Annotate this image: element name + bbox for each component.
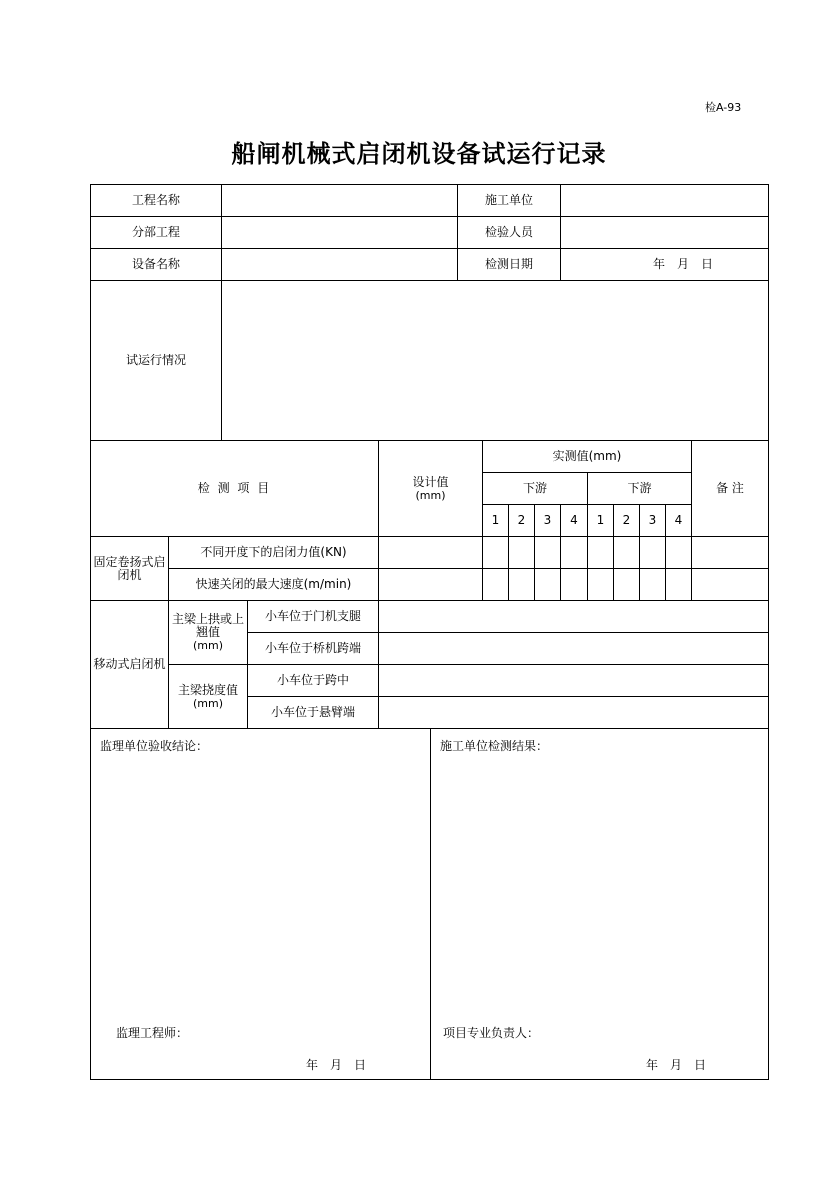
remarks-cell[interactable] [691, 536, 769, 569]
supervisor-conclusion-label: 监理单位验收结论： [100, 739, 209, 753]
deflection-unit: (mm) [192, 696, 223, 710]
measure-col-header: 4 [665, 504, 692, 537]
measure-col-header: 1 [482, 504, 509, 537]
camber-unit: (mm) [192, 639, 223, 652]
measure-cell[interactable] [482, 536, 509, 569]
measure-col-header: 4 [560, 504, 588, 537]
design-value-cell[interactable] [378, 568, 483, 601]
measure-col-header: 2 [613, 504, 640, 537]
design-value-header [378, 440, 483, 537]
camber-label [168, 600, 248, 665]
trial-run-field[interactable] [221, 280, 769, 441]
camber-text: 主梁上拱或上翘值 [171, 612, 244, 639]
value-cell[interactable] [378, 696, 769, 729]
value-cell[interactable] [378, 632, 769, 665]
fixed-row-label: 快速关闭的最大速度(m/min) [168, 568, 379, 601]
measure-cell[interactable] [639, 568, 666, 601]
measure-cell[interactable] [508, 536, 535, 569]
label-construction-unit: 施工单位 [457, 184, 561, 217]
measure-cell[interactable] [482, 568, 509, 601]
measure-col-header: 1 [587, 504, 614, 537]
group1-header: 下游 [482, 472, 588, 505]
remarks-header: 备 注 [691, 440, 769, 537]
fixed-row-label: 不同开度下的启闭力值(KN) [168, 536, 379, 569]
label-sub-project: 分部工程 [90, 216, 222, 249]
item-header: 检 测 项 目 [90, 440, 379, 537]
design-value-label: 设计值 [412, 474, 449, 489]
equipment-name-field[interactable] [221, 248, 458, 281]
supervisor-engineer-label: 监理工程师： [116, 1026, 189, 1040]
label-project-name: 工程名称 [90, 184, 222, 217]
label-equipment-name: 设备名称 [90, 248, 222, 281]
measured-header: 实测值(mm) [482, 440, 692, 473]
value-cell[interactable] [378, 664, 769, 697]
measure-cell[interactable] [613, 536, 640, 569]
measure-cell[interactable] [534, 568, 561, 601]
contractor-date: 年 月 日 [646, 1058, 707, 1072]
contractor-result-label: 施工单位检测结果： [440, 739, 549, 753]
measure-cell[interactable] [508, 568, 535, 601]
remarks-cell[interactable] [691, 568, 769, 601]
measure-cell[interactable] [587, 536, 614, 569]
page-title: 船闸机械式启闭机设备试运行记录 [231, 140, 607, 168]
label-trial-run: 试运行情况 [90, 280, 222, 441]
form-code: 检A-93 [705, 101, 742, 114]
camber-row-label: 小车位于桥机跨端 [247, 632, 379, 665]
measure-cell[interactable] [613, 568, 640, 601]
deflection-row-label: 小车位于悬臂端 [247, 696, 379, 729]
measure-cell[interactable] [639, 536, 666, 569]
inspector-field[interactable] [560, 216, 769, 249]
fixed-type-label: 固定卷扬式启闭机 [90, 536, 169, 601]
project-lead-label: 项目专业负责人： [443, 1026, 540, 1040]
measure-col-header: 3 [534, 504, 561, 537]
label-inspection-date: 检测日期 [457, 248, 561, 281]
measure-col-header: 2 [508, 504, 535, 537]
design-value-cell[interactable] [378, 536, 483, 569]
camber-row-label: 小车位于门机支腿 [247, 600, 379, 633]
measure-cell[interactable] [587, 568, 614, 601]
measure-cell[interactable] [665, 536, 692, 569]
sub-project-field[interactable] [221, 216, 458, 249]
supervisor-date: 年 月 日 [306, 1058, 367, 1072]
measure-cell[interactable] [560, 536, 588, 569]
project-name-field[interactable] [221, 184, 458, 217]
mobile-type-label: 移动式启闭机 [90, 600, 169, 729]
value-cell[interactable] [378, 600, 769, 633]
group2-header: 下游 [587, 472, 692, 505]
deflection-label [168, 664, 248, 729]
construction-unit-field[interactable] [560, 184, 769, 217]
deflection-row-label: 小车位于跨中 [247, 664, 379, 697]
measure-col-header: 3 [639, 504, 666, 537]
measure-cell[interactable] [560, 568, 588, 601]
measure-cell[interactable] [665, 568, 692, 601]
label-inspector: 检验人员 [457, 216, 561, 249]
design-value-unit: (mm) [415, 488, 446, 502]
measure-cell[interactable] [534, 536, 561, 569]
inspection-date-field[interactable]: 年 月 日 [560, 248, 769, 281]
deflection-text: 主梁挠度值 [177, 682, 238, 697]
